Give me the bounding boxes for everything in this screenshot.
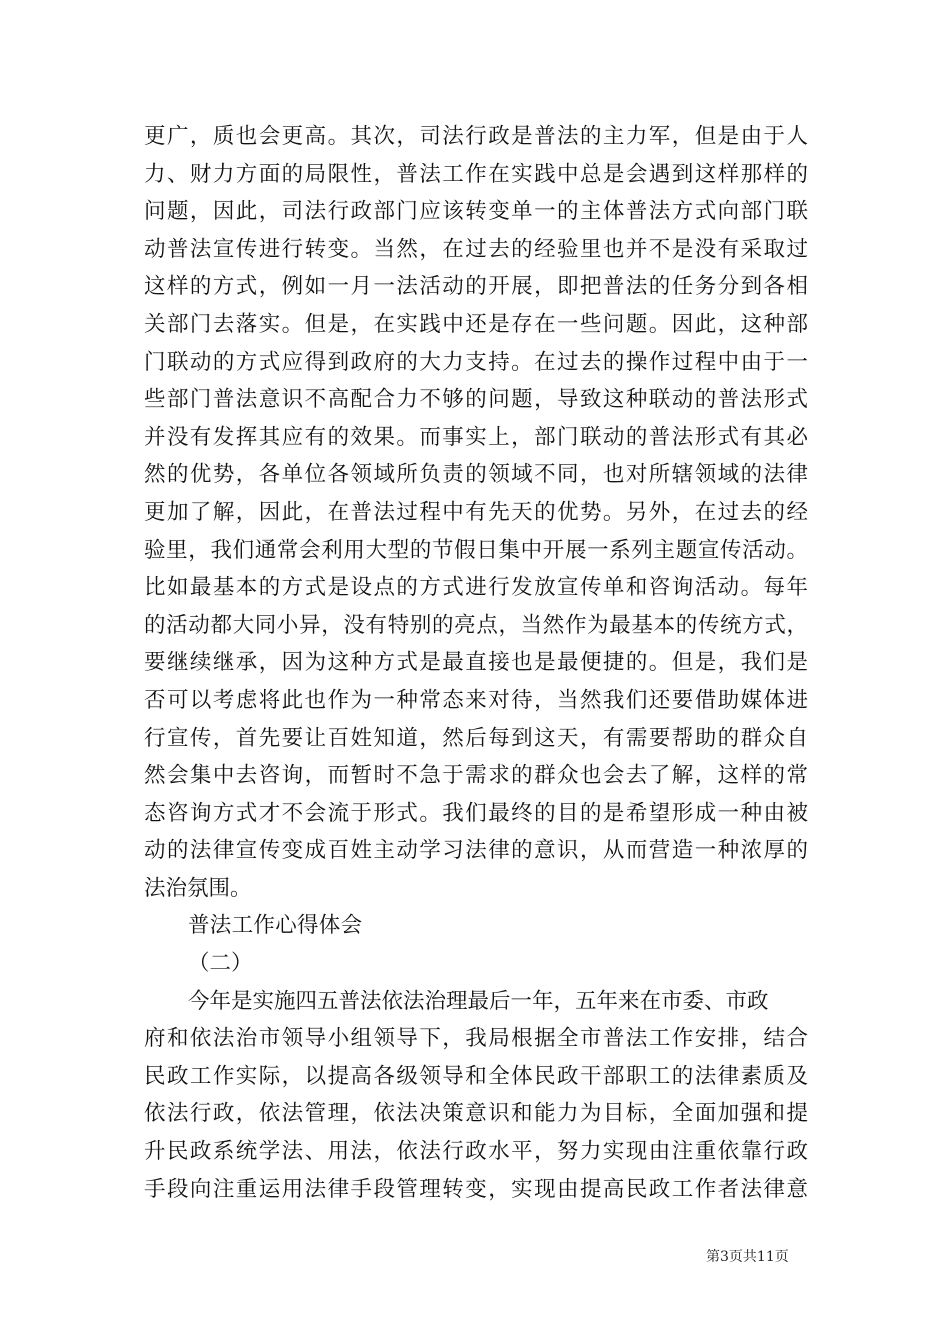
paragraph-1-line-9: 并没有发挥其应有的效果。而事实上，部门联动的普法形式有其必 xyxy=(144,424,808,450)
document-body xyxy=(144,118,824,1208)
paragraph-2-line-5: 升民政系统学法、用法，依法行政水平，努力实现由注重依靠行政 xyxy=(144,1139,808,1165)
paragraph-2-line-2: 府和依法治市领导小组领导下，我局根据全市普法工作安排，结合 xyxy=(144,1026,808,1052)
paragraph-2-line-6: 手段向注重运用法律手段管理转变，实现由提高民政工作者法律意 xyxy=(144,1176,808,1202)
paragraph-1-line-7: 门联动的方式应得到政府的大力支持。在过去的操作过程中由于一 xyxy=(144,349,808,375)
paragraph-1-line-19: 态咨询方式才不会流于形式。我们最终的目的是希望形成一种由被 xyxy=(144,800,808,826)
section-subtitle: 普法工作心得体会 xyxy=(188,913,363,939)
paragraph-1-line-1: 更广，质也会更高。其次，司法行政是普法的主力军，但是由于人 xyxy=(144,124,808,149)
paragraph-1-line-13: 比如最基本的方式是设点的方式进行发放宣传单和咨询活动。每年 xyxy=(144,575,808,601)
paragraph-1-line-20: 动的法律宣传变成百姓主动学习法律的意识，从而营造一种浓厚的 xyxy=(144,838,808,864)
paragraph-1-line-4: 动普法宣传进行转变。当然，在过去的经验里也并不是没有采取过 xyxy=(144,236,808,262)
paragraph-1-line-17: 行宣传，首先要让百姓知道，然后每到这天，有需要帮助的群众自 xyxy=(144,725,808,751)
paragraph-1-line-12: 验里，我们通常会利用大型的节假日集中开展一系列主题宣传活动。 xyxy=(144,537,808,563)
paragraph-1-line-5: 这样的方式，例如一月一法活动的开展，即把普法的任务分到各相 xyxy=(144,274,808,300)
paragraph-1-line-14: 的活动都大同小异，没有特别的亮点，当然作为最基本的传统方式， xyxy=(144,612,808,638)
paragraph-1-line-16: 否可以考虑将此也作为一种常态来对待，当然我们还要借助媒体进 xyxy=(144,687,808,713)
paragraph-1-line-15: 要继续继承，因为这种方式是最直接也是最便捷的。但是，我们是 xyxy=(144,650,808,676)
paragraph-1-line-6: 关部门去落实。但是，在实践中还是存在一些问题。因此，这种部 xyxy=(144,311,808,337)
paragraph-1-line-2: 力、财力方面的局限性，普法工作在实践中总是会遇到这样那样的 xyxy=(144,161,808,187)
paragraph-1-line-11: 更加了解，因此，在普法过程中有先天的优势。另外，在过去的经 xyxy=(144,499,808,525)
paragraph-1-line-8: 些部门普法意识不高配合力不够的问题，导致这种联动的普法形式 xyxy=(144,387,808,413)
paragraph-2-line-4: 依法行政，依法管理，依法决策意识和能力为目标，全面加强和提 xyxy=(144,1101,808,1127)
section-marker: （二） xyxy=(188,951,253,977)
page-number-footer: 第3页共11页 xyxy=(706,1249,789,1265)
paragraph-1-line-10: 然的优势，各单位各领域所负责的领域不同，也对所辖领域的法律 xyxy=(144,462,808,488)
paragraph-2-line-3: 民政工作实际，以提高各级领导和全体民政干部职工的法律素质及 xyxy=(144,1063,808,1089)
paragraph-2-line-1: 今年是实施四五普法依法治理最后一年，五年来在市委、市政 xyxy=(188,988,769,1014)
paragraph-1-line-3: 问题，因此，司法行政部门应该转变单一的主体普法方式向部门联 xyxy=(144,199,808,225)
paragraph-1-line-18: 然会集中去咨询，而暂时不急于需求的群众也会去了解，这样的常 xyxy=(144,763,808,789)
paragraph-1-line-21: 法治氛围。 xyxy=(144,875,252,901)
